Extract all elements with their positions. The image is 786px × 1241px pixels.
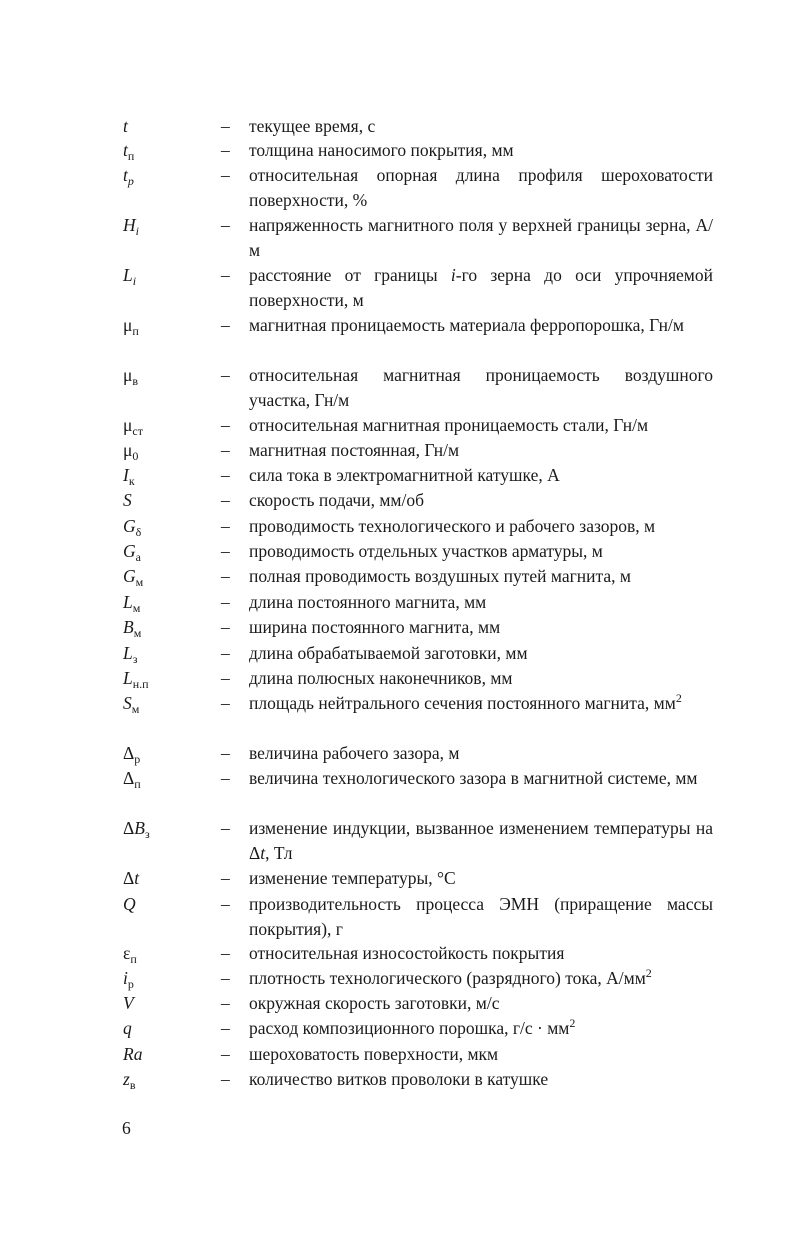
dash: – <box>221 265 230 285</box>
dash: – <box>221 1018 230 1038</box>
description-text: расход композиционного порошка, г/с · мм <box>249 1018 570 1038</box>
description-text: проводимость отдельных участков арматуры, м <box>249 541 603 561</box>
dash: – <box>221 668 230 688</box>
notation-row <box>123 1067 713 1092</box>
description-text: длина полюсных наконечников, мм <box>249 668 513 688</box>
description <box>249 313 713 338</box>
description <box>249 941 713 966</box>
symbol-base: G <box>123 516 136 536</box>
notation-row <box>123 1042 713 1067</box>
notation-row <box>123 514 713 539</box>
description-italic: t <box>260 842 266 863</box>
symbol-base: G <box>123 541 136 561</box>
symbol-base: B <box>123 617 134 637</box>
symbol <box>123 213 221 238</box>
symbol <box>123 766 221 791</box>
symbol-base: μ <box>123 440 133 460</box>
symbol-base: L <box>123 643 133 663</box>
description-text: ширина постоянного магнита, мм <box>249 617 501 637</box>
dash: – <box>221 743 230 763</box>
description-italic: i <box>450 265 456 285</box>
description-text: -го зерна до оси упрочняемой поверхности, м <box>249 265 713 310</box>
symbol-base: S <box>123 693 132 713</box>
dash: – <box>221 215 230 235</box>
description-text: длина обрабатываемой заготовки, мм <box>249 643 528 663</box>
description <box>249 213 713 262</box>
description <box>249 1042 713 1067</box>
symbol <box>123 263 221 288</box>
description <box>249 163 713 212</box>
description <box>249 438 713 463</box>
symbol <box>123 488 221 513</box>
symbol-base: Ra <box>123 1044 143 1064</box>
symbol-base: Δt <box>123 868 140 888</box>
symbol <box>123 866 221 891</box>
dash: – <box>221 943 230 963</box>
symbol-base: Δ <box>123 768 135 788</box>
symbol-subscript: ст <box>132 424 143 438</box>
dash: – <box>221 116 230 136</box>
symbol-subscript: п <box>134 777 141 791</box>
notation-row <box>123 488 713 513</box>
description <box>249 991 713 1016</box>
notation-row <box>123 741 713 766</box>
notation-row <box>123 966 713 991</box>
description-superscript: 2 <box>645 966 652 980</box>
description-text: изменение индукции, вызванное изменением температуры на Δ <box>249 818 713 863</box>
description <box>249 463 713 488</box>
dash: – <box>221 315 230 335</box>
dash: – <box>221 868 230 888</box>
symbol-base: L <box>123 592 133 612</box>
symbol <box>123 114 221 139</box>
symbol-subscript: м <box>135 575 144 589</box>
notation-row <box>123 1016 713 1041</box>
notation-row <box>123 941 713 966</box>
notation-row <box>123 666 713 691</box>
notation-row <box>123 892 713 941</box>
symbol-subscript: н.п <box>132 677 149 691</box>
description-text: проводимость технологического и рабочего зазоров, м <box>249 516 656 536</box>
dash: – <box>221 693 230 713</box>
symbol-base: L <box>123 668 133 688</box>
notation-row <box>123 263 713 312</box>
description <box>249 641 713 666</box>
notation-row <box>123 114 713 139</box>
symbol-subscript: i <box>135 224 139 238</box>
symbol <box>123 1042 221 1067</box>
description-text: относительная магнитная проницаемость стали, Гн/м <box>249 415 649 435</box>
description <box>249 966 713 991</box>
notation-row <box>123 691 713 716</box>
description-text: количество витков проволоки в катушке <box>249 1069 549 1089</box>
dash: – <box>221 541 230 561</box>
symbol-base: ε <box>123 943 131 963</box>
description <box>249 590 713 615</box>
description <box>249 691 713 716</box>
description-text: скорость подачи, мм/об <box>249 490 424 510</box>
symbol-base: μ <box>123 365 133 385</box>
symbol-base: Q <box>123 894 136 914</box>
description-text: полная проводимость воздушных путей магнита, м <box>249 566 631 586</box>
symbol-subscript: i <box>132 274 137 288</box>
notation-row <box>123 313 713 338</box>
symbol <box>123 615 221 640</box>
description <box>249 766 713 791</box>
symbol <box>123 590 221 615</box>
dash: – <box>221 415 230 435</box>
notation-row <box>123 363 713 412</box>
symbol <box>123 539 221 564</box>
dash: – <box>221 365 230 385</box>
description <box>249 488 713 513</box>
symbol-base: μ <box>123 315 133 335</box>
description <box>249 114 713 139</box>
symbol <box>123 641 221 666</box>
description <box>249 138 713 163</box>
symbol-base: S <box>123 490 132 510</box>
description-text: площадь нейтрального сечения постоянного магнита, мм <box>249 693 676 713</box>
symbol <box>123 941 221 966</box>
description <box>249 514 713 539</box>
symbol-subscript: п <box>130 952 137 966</box>
dash: – <box>221 894 230 914</box>
dash: – <box>221 440 230 460</box>
symbol-base: V <box>123 993 134 1013</box>
description-text: шероховатость поверхности, мкм <box>249 1044 499 1064</box>
description-text: окружная скорость заготовки, м/с <box>249 993 500 1013</box>
symbol-subscript: м <box>131 702 140 716</box>
description-text: , Тл <box>265 842 293 863</box>
description-text: изменение температуры, °С <box>249 868 456 888</box>
symbol <box>123 991 221 1016</box>
symbol-base: Δ <box>123 743 135 763</box>
description <box>249 741 713 766</box>
symbol-base: t <box>123 116 128 136</box>
description-text: сила тока в электромагнитной катушке, А <box>249 465 560 485</box>
symbol <box>123 691 221 716</box>
description-text: магнитная постоянная, Гн/м <box>249 440 460 460</box>
description-text: расстояние от границы <box>249 265 451 285</box>
symbol-subscript: а <box>135 550 141 564</box>
symbol-subscript: в <box>129 1078 136 1092</box>
symbol <box>123 463 221 488</box>
description-text: текущее время, с <box>249 116 376 136</box>
description-text: толщина наносимого покрытия, мм <box>249 140 514 160</box>
symbol <box>123 138 221 163</box>
symbol <box>123 438 221 463</box>
description-text: относительная магнитная проницаемость воздушного участка, Гн/м <box>249 365 713 410</box>
dash: – <box>221 617 230 637</box>
symbol-subscript: п <box>132 324 139 338</box>
description <box>249 816 713 865</box>
notation-row <box>123 163 713 212</box>
dash: – <box>221 1069 230 1089</box>
description <box>249 615 713 640</box>
symbol-base: t <box>123 165 128 185</box>
description <box>249 263 713 312</box>
symbol <box>123 1067 221 1092</box>
symbol <box>123 514 221 539</box>
dash: – <box>221 140 230 160</box>
symbol-subscript: p <box>127 174 134 188</box>
description-text: плотность технологического (разрядного) тока, А/мм <box>249 968 646 988</box>
symbol-subscript: м <box>133 626 142 640</box>
symbol <box>123 666 221 691</box>
notation-row <box>123 766 713 791</box>
description <box>249 892 713 941</box>
symbol-base: t <box>123 140 128 160</box>
notation-row <box>123 590 713 615</box>
symbol-subscript: п <box>127 149 135 163</box>
description-text: относительная опорная длина профиля шероховатости поверхности, % <box>249 165 713 210</box>
description-text: длина постоянного магнита, мм <box>249 592 487 612</box>
description-text: относительная износостойкость покрытия <box>249 943 565 963</box>
notation-row <box>123 866 713 891</box>
description-text: величина рабочего зазора, м <box>249 743 460 763</box>
symbol <box>123 816 221 841</box>
symbol-subscript: 0 <box>132 449 139 463</box>
symbol-base: q <box>123 1018 132 1038</box>
description <box>249 666 713 691</box>
description <box>249 363 713 412</box>
notation-row <box>123 138 713 163</box>
symbol <box>123 966 221 991</box>
symbol <box>123 313 221 338</box>
symbol-subscript: в <box>132 374 139 388</box>
dash: – <box>221 566 230 586</box>
symbol-subscript: р <box>127 977 134 991</box>
dash: – <box>221 516 230 536</box>
symbol-base: I <box>123 465 129 485</box>
description-text: напряженность магнитного поля у верхней границы зерна, А/м <box>249 215 713 260</box>
symbol <box>123 892 221 917</box>
notation-row <box>123 991 713 1016</box>
symbol <box>123 1016 221 1041</box>
notation-row <box>123 564 713 589</box>
symbol-base: z <box>123 1069 130 1089</box>
symbol <box>123 163 221 188</box>
notation-row <box>123 413 713 438</box>
symbol-base: L <box>123 265 133 285</box>
description <box>249 1016 713 1041</box>
notation-row <box>123 641 713 666</box>
description-text: величина технологического зазора в магнитной системе, мм <box>249 768 698 788</box>
symbol-subscript: м <box>132 601 141 615</box>
page-number: 6 <box>122 1118 131 1138</box>
description <box>249 413 713 438</box>
dash: – <box>221 1044 230 1064</box>
symbol-base: ΔB <box>123 818 145 838</box>
symbol-subscript: δ <box>135 525 142 539</box>
symbol <box>123 564 221 589</box>
symbol-subscript: р <box>134 752 141 766</box>
symbol-base: i <box>123 968 128 988</box>
dash: – <box>221 818 230 838</box>
dash: – <box>221 592 230 612</box>
description <box>249 866 713 891</box>
symbol-base: G <box>123 566 136 586</box>
symbol <box>123 413 221 438</box>
dash: – <box>221 490 230 510</box>
dash: – <box>221 465 230 485</box>
notation-row <box>123 463 713 488</box>
dash: – <box>221 993 230 1013</box>
notation-row <box>123 539 713 564</box>
symbol <box>123 363 221 388</box>
notation-row <box>123 438 713 463</box>
description-text: производительность процесса ЭМН (приращение массы покрытия), г <box>249 894 713 939</box>
description <box>249 539 713 564</box>
description-superscript: 2 <box>569 1016 576 1030</box>
dash: – <box>221 165 230 185</box>
notation-row <box>123 816 713 865</box>
description-text: магнитная проницаемость материала ферропорошка, Гн/м <box>249 315 684 335</box>
description-superscript: 2 <box>675 691 682 705</box>
notation-row <box>123 615 713 640</box>
dash: – <box>221 968 230 988</box>
symbol-base: μ <box>123 415 133 435</box>
symbol-subscript: з <box>144 827 150 841</box>
symbol-subscript: з <box>132 652 138 666</box>
description <box>249 1067 713 1092</box>
symbol-subscript: к <box>128 474 135 488</box>
symbol-base: H <box>123 215 136 235</box>
notation-row <box>123 213 713 262</box>
description <box>249 564 713 589</box>
dash: – <box>221 643 230 663</box>
dash: – <box>221 768 230 788</box>
symbol <box>123 741 221 766</box>
